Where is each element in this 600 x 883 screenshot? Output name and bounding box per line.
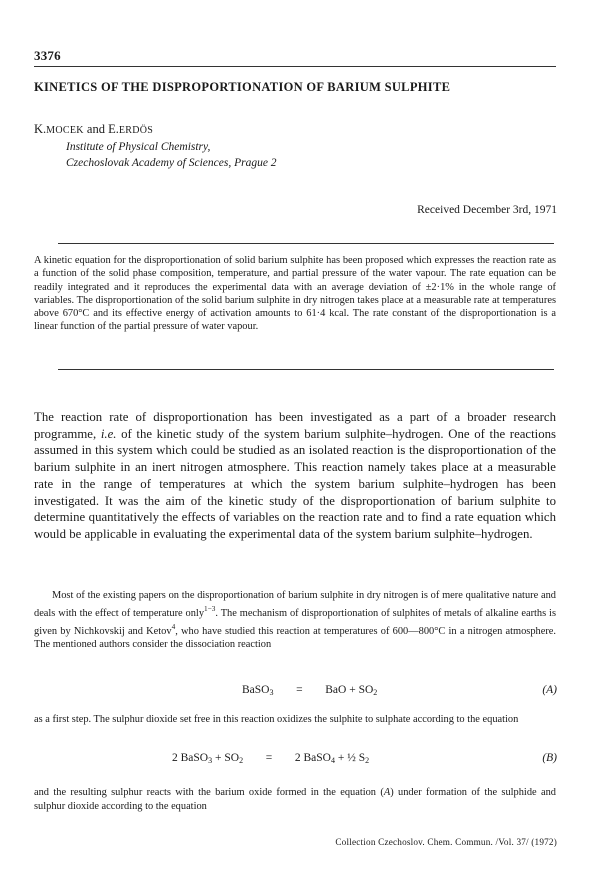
authors-conjunction: and [83,122,109,136]
eqB-term-2: + SO [212,752,240,764]
paragraph-4 [34,786,556,814]
received-date: Received December 3rd, 1971 [417,204,557,216]
para4-equation-ref: A [383,787,391,798]
equation-b-label: (B) [542,752,557,764]
eqB-equals: = [265,752,273,764]
author-1-name: MOCEK [46,125,84,136]
intro-text-b: of the kinetic study of the system barium sulphite–hydrogen. One of the reactions assumed in this system which could be studied as an isolated reaction is the disproportionation of the barium sulphite in an inert nitrogen atmosphere. This reaction namely takes place at a measurable rate in the range of temperatures at which the system barium sulphite–hydrogen has been investigated. It was the aim of the kinetic study of the disproportionation of barium sulphite to determine quantitatively the effects of variables on the reaction rate and to find a rate equation which would be applicable in evaluating the experimental data of the system barium sulphite–hydrogen. [34,426,556,541]
article-title: KINETICS OF THE DISPROPORTIONATION OF BARIUM SULPHITE [34,80,451,94]
para2-text-b: . The mechanism of disproportionation of sulphites of metals of alkaline earths is given by Nichkovskij and Ketov [34,607,556,637]
paragraph-2 [34,589,556,652]
equation-a [242,684,377,697]
eqB-term-1: 2 BaSO [172,752,209,764]
eqA-lhs-sub: 3 [269,688,274,697]
affiliation-line-1: Institute of Physical Chemistry, [66,141,211,153]
header-rule [34,66,556,67]
eqB-term-4-sub: 2 [365,756,370,765]
author-1-initial: K. [34,122,47,136]
para4-text-b: ) under formation of the sulphide and sulphur dioxide according to the equation [34,787,556,812]
citation-1-3: 1−3 [204,604,216,613]
eqA-rhs: BaO + SO [325,684,374,696]
para2-text-a: Most of the existing papers on the disproportionation of barium sulphite in dry nitrogen is of mere qualitative nature and deals with the effect of temperature only [34,590,556,619]
eqB-term-3: 2 BaSO [294,752,331,764]
abstract-bottom-rule [58,369,554,370]
author-2-name: ERDÖS [118,125,154,136]
eqB-term-1-sub: 3 [208,756,213,765]
eqA-lhs: BaSO [242,684,270,696]
citation-4: 4 [171,622,176,631]
equation-b [172,752,369,765]
author-2-initial: E. [108,122,119,136]
abstract: A kinetic equation for the disproportionation of solid barium sulphite has been proposed which expresses the reaction rate as a function of the solid phase composition, temperature, and partial pressure of the water vapour. The rate equation can be readily integrated and it reproduces the experimental data with an average deviation of ±2·1% in the whole range of variables. The disproportionation of the solid barium sulphite in dry nitrogen takes place at a measurable rate at temperatures above 670°C and its effective energy of activation amounts to 61·4 kcal. The rate constant of the disproportionation is a linear function of the partial pressure of water vapour. [34,255,556,333]
intro-text-a: The reaction rate of disproportionation has been investigated as a part of a broader research programme, [34,410,556,441]
page-number: 3376 [34,48,61,63]
intro-ie: i.e. [100,426,117,441]
eqB-term-3-sub: 4 [330,756,335,765]
para2-text-c: , who have studied this reaction at temperatures of 600—800°C in a nitrogen atmosphere. The mentioned authors consider the dissociation reaction [34,625,557,651]
eqA-equals: = [296,684,303,696]
eqA-rhs-sub: 2 [373,688,378,697]
affiliation-line-2: Czechoslovak Academy of Sciences, Prague 2 [66,157,277,169]
equation-a-label: (A) [542,684,557,696]
journal-footer: Collection Czechoslov. Chem. Commun. /Vol. 37/ (1972) [335,837,557,847]
paragraph-3: as a first step. The sulphur dioxide set free in this reaction oxidizes the sulphite to sulphate according to the equation [34,714,519,725]
para4-text-a: and the resulting sulphur reacts with the barium oxide formed in the equation ( [34,787,384,798]
intro-paragraph [34,409,556,543]
eqB-term-4: + ½ S [335,752,366,764]
eqB-term-2-sub: 2 [239,756,244,765]
authors [34,122,153,137]
abstract-top-rule [58,243,554,244]
